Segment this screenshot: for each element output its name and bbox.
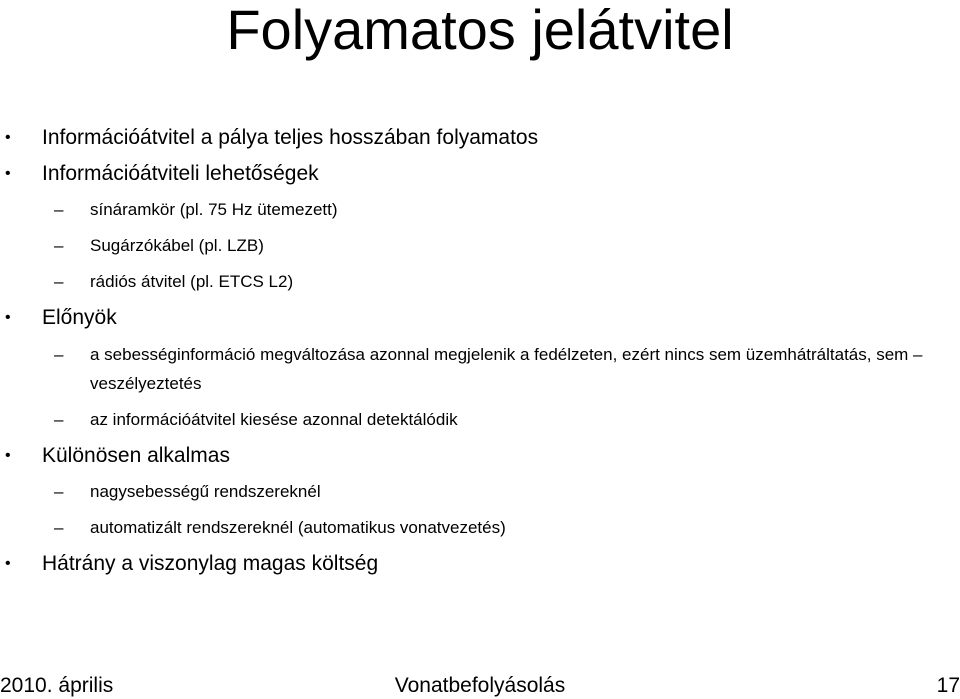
footer-date: 2010. április xyxy=(0,674,114,697)
bullet-marker: • xyxy=(5,165,11,182)
sub-bullet-item xyxy=(0,510,960,546)
bullet-marker: • xyxy=(5,129,11,146)
bullet-text: Hátrány a viszonylag magas költség xyxy=(42,552,379,575)
bullet-item xyxy=(0,156,960,192)
sub-bullet-marker: – xyxy=(54,200,64,219)
sub-bullet-marker: – xyxy=(54,272,64,291)
sub-bullet-item xyxy=(0,192,960,228)
sub-bullet-item xyxy=(0,264,960,300)
sub-bullet-text: az információátvitel kiesése azonnal detektálódik xyxy=(90,410,458,429)
page-number: 17 xyxy=(936,674,960,697)
bullet-marker: • xyxy=(5,447,11,464)
bullet-marker: • xyxy=(5,309,11,326)
sub-bullet-text: automatizált rendszereknél (automatikus vonatvezetés) xyxy=(90,518,506,537)
sub-bullet-item xyxy=(0,474,960,510)
bullet-text: Információátvitel a pálya teljes hosszában folyamatos xyxy=(42,126,539,149)
sub-bullet-text: sínáramkör (pl. 75 Hz ütemezett) xyxy=(90,200,338,219)
sub-bullet-text: Sugárzókábel (pl. LZB) xyxy=(90,236,264,255)
sub-bullet-text: rádiós átvitel (pl. ETCS L2) xyxy=(90,272,294,291)
bullet-text: Különösen alkalmas xyxy=(42,444,230,467)
slide-footer xyxy=(0,672,960,699)
footer-title: Vonatbefolyásolás xyxy=(394,674,566,697)
sub-bullet-marker: – xyxy=(54,482,64,501)
slide-title: Folyamatos jelátvitel xyxy=(226,0,734,61)
sub-bullet-item xyxy=(0,336,960,402)
bullet-item xyxy=(0,300,960,336)
sub-bullet-text: nagysebességű rendszereknél xyxy=(90,482,321,501)
bullet-text: Előnyök xyxy=(42,306,117,329)
sub-bullet-item xyxy=(0,402,960,438)
sub-bullet-marker: – xyxy=(54,345,64,364)
sub-bullet-marker: – xyxy=(54,410,64,429)
bullet-marker: • xyxy=(5,555,11,572)
sub-bullet-text: a sebességinformáció megváltozása azonnal megjelenik a fedélzeten, ezért nincs sem üzemhátráltatás, sem –veszélyeztetés xyxy=(90,345,923,393)
bullet-item xyxy=(0,438,960,474)
bullet-text: Információátviteli lehetőségek xyxy=(42,162,319,185)
sub-bullet-item xyxy=(0,228,960,264)
bullet-item xyxy=(0,120,960,156)
sub-bullet-marker: – xyxy=(54,236,64,255)
bullet-list xyxy=(0,120,960,582)
bullet-item xyxy=(0,546,960,582)
sub-bullet-marker: – xyxy=(54,518,64,537)
